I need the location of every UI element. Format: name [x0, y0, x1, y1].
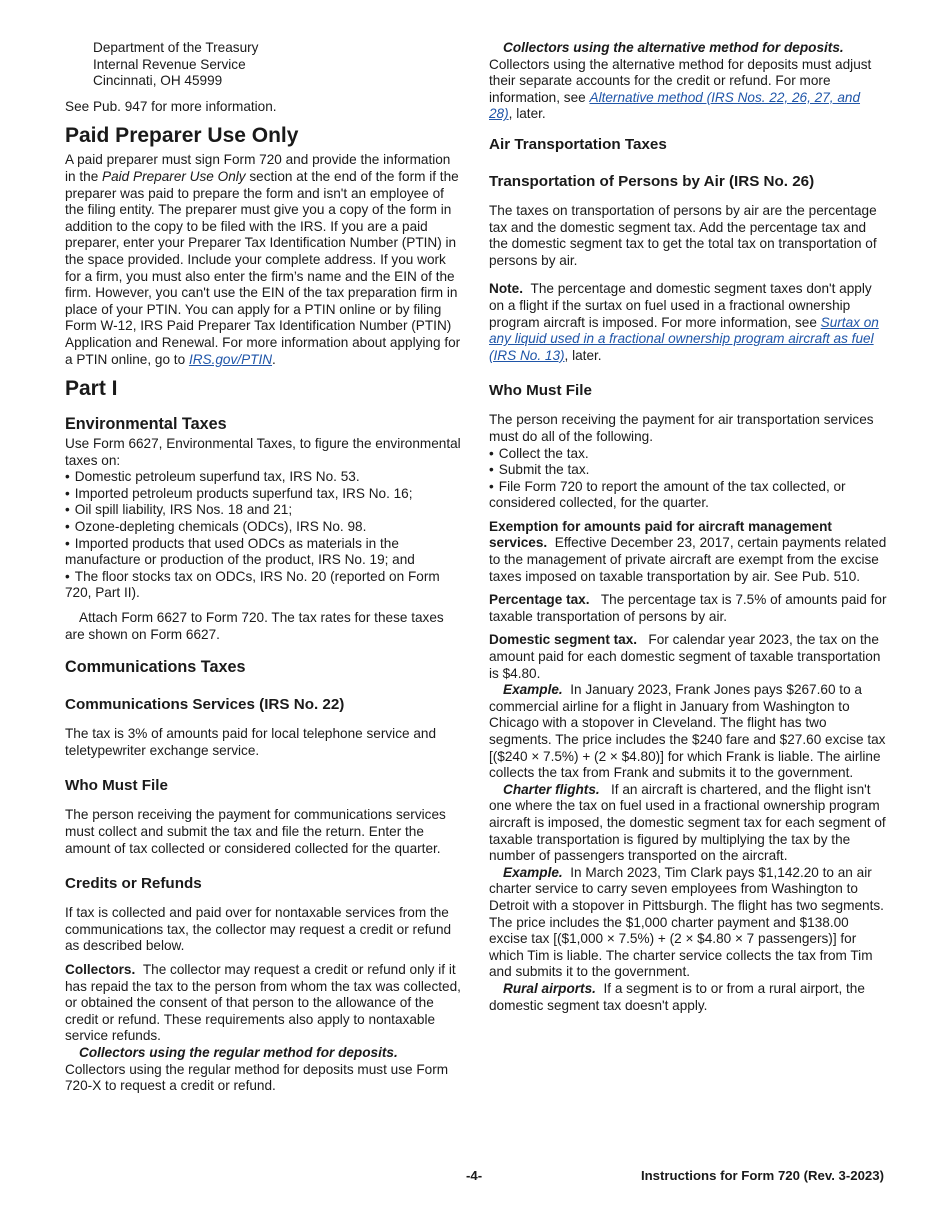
- alternative-method-label: Collectors using the alternative method for deposits.: [503, 40, 844, 55]
- bullet-icon: •: [489, 478, 494, 494]
- list-item: • Imported petroleum products superfund tax, IRS No. 16;: [65, 485, 413, 501]
- list-item: • Ozone-depleting chemicals (ODCs), IRS No. 98.: [65, 519, 367, 535]
- percentage-tax-paragraph: Percentage tax. The percentage tax is 7.5% of amounts paid for taxable transportation of persons by air.: [489, 592, 887, 624]
- surtax-fractional-ownership-link[interactable]: Surtax on any liquid used in a fractional ownership program aircraft as fuel (IRS No. 13): [489, 314, 879, 363]
- address-line: Internal Revenue Service: [93, 56, 246, 72]
- charter-flights-paragraph: Charter flights. If an aircraft is chartered, and the flight isn't one where the tax on fuel used in a fractional ownership program aircraft is imposed, the domestic segment tax for each segment of taxable transportation is figured by multiplying the tax by the number of passengers transported on the aircraft.: [489, 781, 886, 864]
- example-frank-jones: Example. In January 2023, Frank Jones pays $267.60 to a commercial airline for a flight in January from Washington to Chicago with a stopover in Cleveland. The flight has two segments. The price includes the $240 fare and $27.60 excise tax [($240 × 7.5%) + (2 × $4.80)] for which Frank is liable. The airline collects the tax from Frank and submits it to the government.: [489, 682, 886, 781]
- bullet-icon: •: [65, 568, 70, 584]
- mailing-address: [65, 40, 462, 90]
- bullet-icon: •: [489, 445, 494, 461]
- list-item: • Oil spill liability, IRS Nos. 18 and 21;: [65, 502, 293, 518]
- list-item: • Submit the tax.: [489, 462, 590, 478]
- who-must-file-text: The person receiving the payment for communications services must collect and submit the tax and file the return. Enter the amount of tax collected or considered collected for the quarter.: [65, 807, 446, 856]
- bullet-icon: •: [65, 485, 70, 501]
- who-must-file-air-text: The person receiving the payment for air transportation services must do all of the following.: [489, 412, 874, 444]
- part-i-heading: Part I: [65, 377, 118, 401]
- environmental-taxes-heading: Environmental Taxes: [65, 415, 227, 434]
- page-number: -4-: [466, 1168, 483, 1183]
- left-column: [65, 40, 462, 1095]
- bullet-icon: •: [489, 462, 494, 478]
- transportation-persons-air-heading: Transportation of Persons by Air (IRS No. 26): [489, 172, 815, 190]
- list-item: • Domestic petroleum superfund tax, IRS No. 53.: [65, 469, 360, 485]
- air-transportation-heading: Air Transportation Taxes: [489, 135, 667, 153]
- ptin-link[interactable]: IRS.gov/PTIN: [188, 351, 273, 367]
- credits-refunds-heading: Credits or Refunds: [65, 875, 202, 893]
- list-item: • Collect the tax.: [489, 445, 589, 461]
- regular-method-text: Collectors using the regular method for deposits must use Form 720-X to request a credit or refund.: [65, 1061, 449, 1094]
- bullet-icon: •: [65, 535, 70, 551]
- bullet-icon: •: [65, 502, 70, 518]
- bullet-icon: •: [65, 469, 70, 485]
- paid-preparer-heading: Paid Preparer Use Only: [65, 124, 299, 148]
- form-6627-attach-note: Attach Form 6627 to Form 720. The tax rates for these taxes are shown on Form 6627.: [65, 610, 444, 642]
- list-item: • File Form 720 to report the amount of the tax collected, or considered collected, for the quarter.: [489, 478, 846, 511]
- example-tim-clark: Example. In March 2023, Tim Clark pays $1,142.20 to an air charter service to carry seven employees from Washington to Detroit with a stopover in Pittsburgh. The flight has two segments. The price includes the $1,000 charter payment and $138.00 excise tax [($1,000 × 7.5%) + (2 × $4.80 × 7 passengers)] for which Tim is liable. The charter service collects the tax from Tim and submits it to the government.: [489, 864, 884, 980]
- regular-method-paragraph: Collectors using the regular method for deposits.: [79, 1044, 398, 1060]
- list-item: • Imported products that used ODCs as materials in the manufacture or production of the product, IRS No. 19; and: [65, 535, 415, 568]
- collectors-paragraph: Collectors. The collector may request a credit or refund only if it has repaid the tax to the person from whom the tax was collected, or obtained the consent of that person to the allowance of the credit or refund. These requirements also apply to nontaxable service refunds.: [65, 961, 461, 1044]
- rural-airports-paragraph: Rural airports. If a segment is to or from a rural airport, the domestic segment tax doesn't apply.: [489, 980, 865, 1013]
- paid-preparer-paragraph: A paid preparer must sign Form 720 and provide the information in the Paid Preparer Use Only section at the end of the form if the preparer was paid to prepare the form and isn't an employee of the filing entity. The preparer must give you a copy of the form in addition to the copy to be filed with the IRS. If you are a paid preparer, enter your Preparer Tax Identification Number (PTIN) in the space provided. Include your complete address. If you work for a firm, you must also enter the firm’s name and the EIN of the firm. However, you can't use the EIN of the tax preparation firm in place of your PTIN. You can apply for a PTIN online or by filing Form W-12, IRS Paid Preparer Tax Identification Number (PTIN) Application and Renewal. For more information about applying for a PTIN online, go to IRS.gov/PTIN.: [65, 152, 461, 367]
- see-pub-947: See Pub. 947 for more information.: [65, 98, 277, 114]
- domestic-segment-tax-paragraph: Domestic segment tax. For calendar year 2023, the tax on the amount paid for each domestic segment of taxable transportation is $4.80.: [489, 632, 881, 681]
- right-column: [489, 40, 887, 1014]
- note-paragraph: Note. The percentage and domestic segment taxes don't apply on a flight if the surtax on fuel used in a fractional ownership program aircraft is imposed. For more information, see Surtax on any liquid used in a fractional ownership program aircraft as fuel (IRS No. 13), later.: [489, 281, 879, 363]
- communications-taxes-heading: Communications Taxes: [65, 658, 246, 677]
- who-must-file-air-heading: Who Must File: [489, 382, 592, 400]
- alternative-method-link[interactable]: Alternative method (IRS Nos. 22, 26, 27, and 28): [489, 89, 861, 122]
- who-must-file-air-list: [489, 446, 887, 512]
- address-line: Cincinnati, OH 45999: [93, 73, 223, 89]
- address-line: Department of the Treasury: [93, 40, 259, 55]
- transportation-persons-air-text: The taxes on transportation of persons by air are the percentage tax and the domestic segment tax. Add the percentage tax and the domestic segment tax to get the total tax on transportation of persons by air.: [489, 202, 877, 268]
- credits-refunds-text: If tax is collected and paid over for nontaxable services from the communications tax, the collector may request a credit or refund as described below.: [65, 905, 452, 954]
- who-must-file-heading: Who Must File: [65, 777, 168, 795]
- environmental-intro: Use Form 6627, Environmental Taxes, to figure the environmental taxes on:: [65, 436, 461, 468]
- communications-services-text: The tax is 3% of amounts paid for local telephone service and teletypewriter exchange service.: [65, 726, 437, 758]
- document-title: Instructions for Form 720 (Rev. 3-2023): [640, 1168, 884, 1183]
- aircraft-management-exemption: Exemption for amounts paid for aircraft management services. Effective December 23, 2017, certain payments related to the management of private aircraft are exempt from the excise taxes imposed on taxable transportation by air. See Pub. 510.: [489, 518, 887, 584]
- alternative-method-text: Collectors using the alternative method for deposits must adjust their separate accounts for the credit or refund. For more information, see Alternative method (IRS Nos. 22, 26, 27, and 28), later.: [489, 56, 872, 122]
- environmental-taxes-list: [65, 469, 462, 602]
- communications-services-heading: Communications Services (IRS No. 22): [65, 696, 345, 714]
- bullet-icon: •: [65, 519, 70, 535]
- list-item: • The floor stocks tax on ODCs, IRS No. 20 (reported on Form 720, Part II).: [65, 568, 440, 601]
